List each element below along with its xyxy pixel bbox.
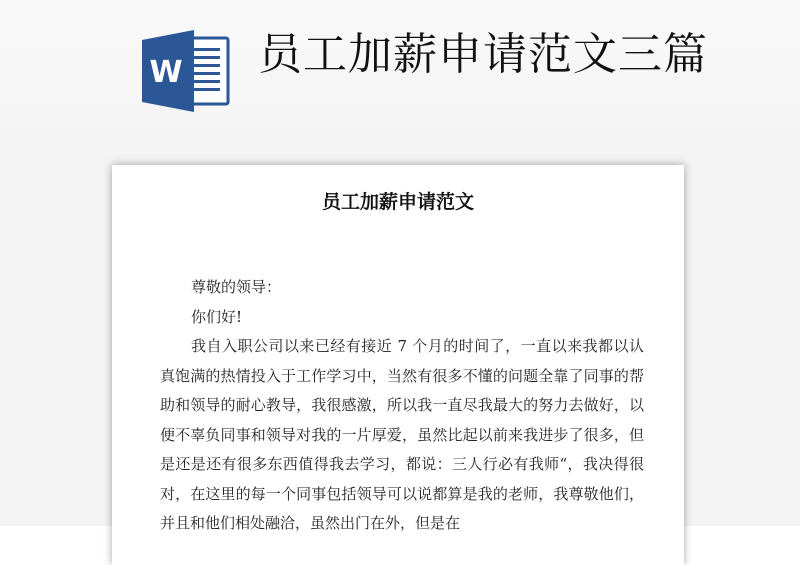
body-paragraph: 我自入职公司以来已经有接近 7 个月的时间了，一直以来我都以认真饱满的热情投入于工作学习中，当然有很多不懂的问题全靠了同事的帮助和领导的耐心教导，我很感激，所以我一直尽我最大的努力去做好，以便不辜负同事和领导对我的一片厚爱，虽然比起以前来我进步了很多，但是还是还有很多东西值得我去学习，都说：三人行必有我师“，我决得很对，在这里的每一个同事包括领导可以说都算是我的老师，我尊敬他们，并且和他们相处融洽，虽然出门在外，但是在 [160,337,644,532]
document-preview [112,165,684,565]
greeting-text: 你们好! [191,307,243,326]
document-body [160,273,644,539]
svg-text:W: W [149,55,183,90]
salutation-text: 尊敬的领导： [191,278,282,296]
document-heading: 员工加薪申请范文 [321,191,474,213]
page-title: 员工加薪申请范文三篇 [258,29,708,80]
word-document-icon [140,30,232,112]
